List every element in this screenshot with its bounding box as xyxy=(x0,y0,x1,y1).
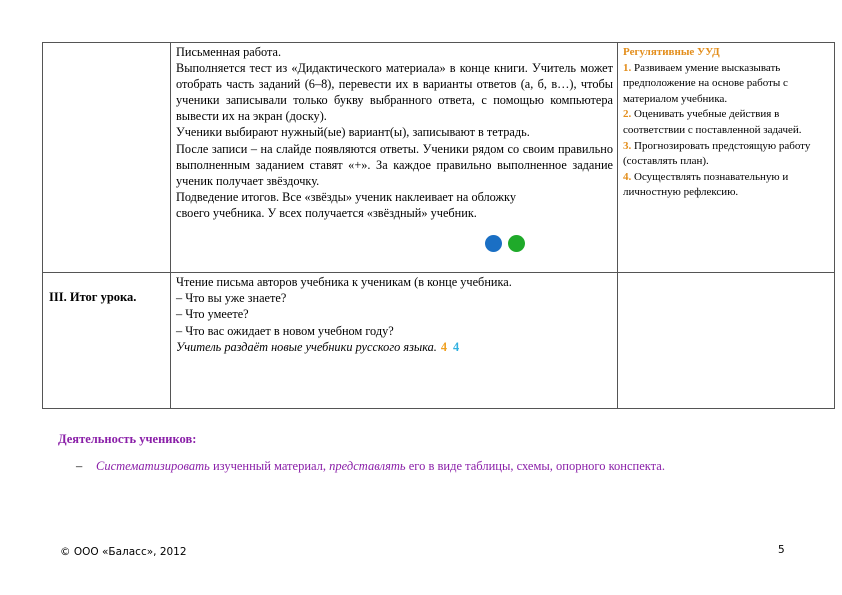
work-cell xyxy=(171,43,618,273)
stage-cell xyxy=(43,43,171,273)
stage-title: III. Итог урока. xyxy=(49,290,137,304)
uud-item-text: Прогнозировать предстоящую работу (составлять план). xyxy=(623,139,811,168)
page-number: 5 xyxy=(778,544,785,556)
activity-item xyxy=(76,459,665,474)
blue-circle-icon xyxy=(485,235,502,252)
uud-item-text: Осуществлять познавательную и личностную рефлексию. xyxy=(623,170,789,199)
teacher-note: Учитель раздаёт новые учебники русского языка. xyxy=(176,339,437,354)
final-line: Чтение письма авторов учебника к ученикам (в конце учебника. xyxy=(176,275,512,289)
uud-item-number: 4. xyxy=(623,170,632,183)
uud-item-text: Развиваем умение высказывать предположение на основе работы с материалом учебника. xyxy=(623,61,788,105)
work-paragraph-1: Выполняется тест из «Дидактического материала» в конце книги. Учитель может отобрать часть заданий (6–8), перевести их в варианты ответов (а, б, в…), чтобы ученики записывали только букву выбранного ответа, с помощью компьютера вывести их на экран (доску). xyxy=(176,61,613,124)
work-paragraph-4b: своего учебника. У всех получается «звёздный» учебник. xyxy=(176,205,477,220)
dash-bullet: – xyxy=(76,459,83,473)
final-line: – Что умеете? xyxy=(176,307,249,322)
final-line: – Что вы уже знаете? xyxy=(176,291,287,306)
uud-item-number: 2. xyxy=(623,108,632,121)
work-paragraph-4a: Подведение итогов. Все «звёзды» ученик наклеивает на обложку xyxy=(176,189,516,204)
work-title: Письменная работа. xyxy=(176,45,282,59)
uud-item xyxy=(623,61,830,108)
blue-number: 4 xyxy=(453,339,460,354)
activity-verb: Систематизировать xyxy=(96,459,210,473)
table-row xyxy=(43,273,835,409)
uud-item-number: 3. xyxy=(623,139,632,152)
uud-cell xyxy=(618,43,835,273)
copyright: © ООО «Баласс», 2012 xyxy=(60,546,187,558)
final-cell xyxy=(171,273,618,409)
empty-cell xyxy=(618,273,835,409)
stage-cell xyxy=(43,273,171,409)
green-circle-icon xyxy=(508,235,525,252)
table-row xyxy=(43,43,835,273)
orange-number: 4 xyxy=(440,339,448,354)
activity-text: изученный материал, xyxy=(209,459,330,473)
lesson-table xyxy=(42,42,835,409)
final-line: – Что вас ожидает в новом учебном году? xyxy=(176,323,394,338)
uud-item xyxy=(623,170,830,201)
work-paragraph-3: После записи – на слайде появляются ответы. Ученики рядом со своим правильно выполненным заданием ставят «+». За каждое правильно выполненное задание ученик получает звёздочку. xyxy=(176,141,613,188)
uud-item-text: Оценивать учебные действия в соответствии с поставленной задачей. xyxy=(623,108,802,136)
uud-item-number: 1. xyxy=(623,61,632,74)
work-paragraph-2: Ученики выбирают нужный(ые) вариант(ы), записывают в тетрадь. xyxy=(176,125,530,140)
final-italic-line xyxy=(176,339,613,355)
uud-item xyxy=(623,139,830,170)
activity-title: Деятельность учеников: xyxy=(58,432,197,446)
slide-dots xyxy=(485,235,531,256)
activity-verb: представлять xyxy=(329,459,406,473)
uud-item xyxy=(623,107,830,138)
activity-text: его в виде таблицы, схемы, опорного конспекта. xyxy=(405,459,665,473)
uud-heading: Регулятивные УУД xyxy=(623,46,720,58)
